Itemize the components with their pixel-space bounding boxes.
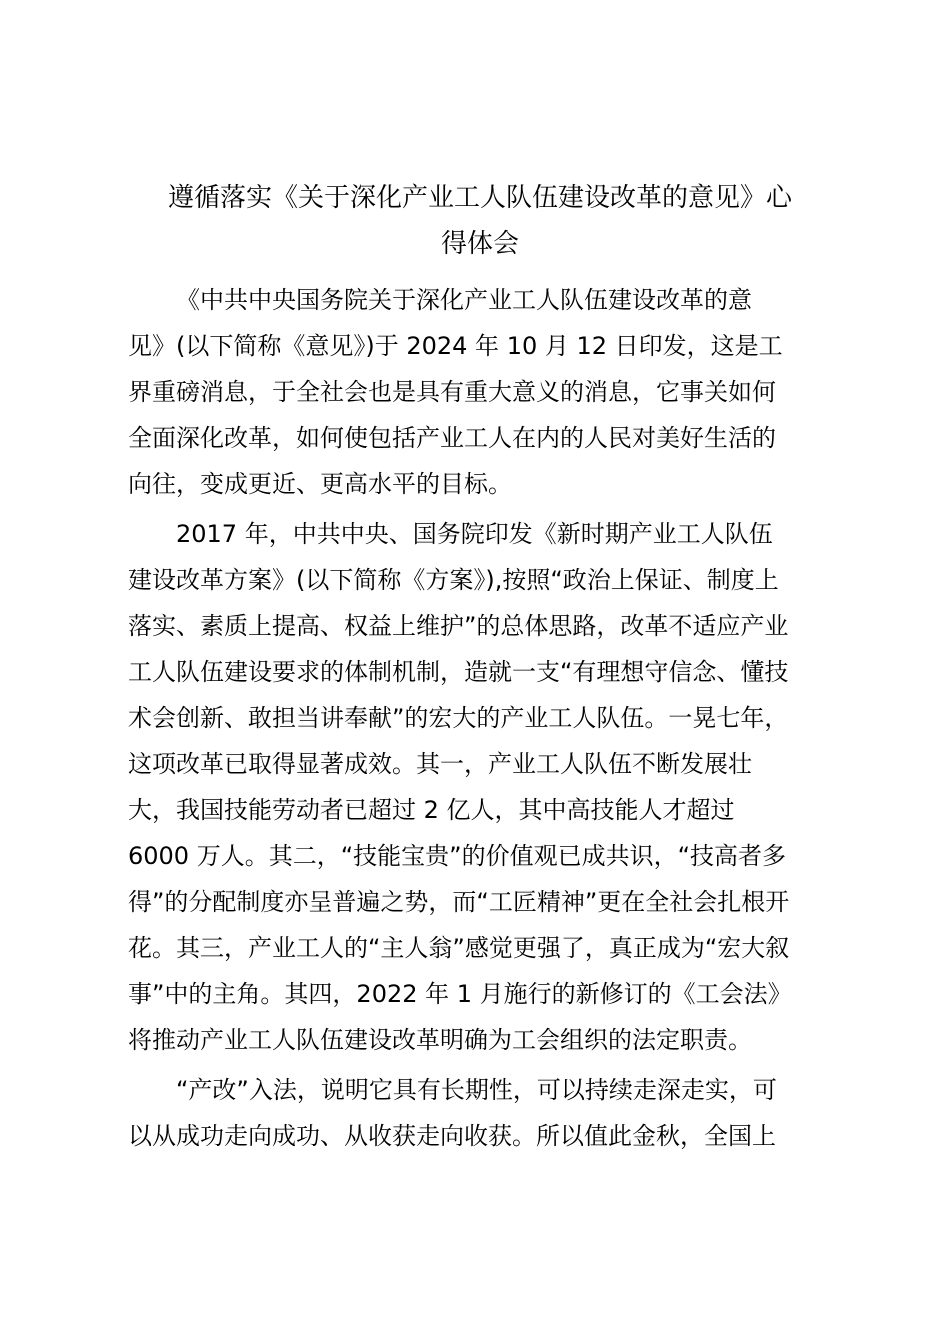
text-line: 界重磅消息，于全社会也是具有重大意义的消息，它事关如何 [128,378,776,406]
text-line: 将推动产业工人队伍建设改革明确为工会组织的法定职责。 [128,1026,752,1054]
text-line: 术会创新、敢担当讲奉献”的宏大的产业工人队伍。一晃七年， [128,704,789,732]
text-line: 6000 万人。其二，“技能宝贵”的价值观已成共识，“技高者多 [128,842,787,870]
document-title [120,175,840,267]
text-line: 花。其三，产业工人的“主人翁”感觉更强了，真正成为“宏大叙 [128,934,790,962]
text-line: 2017 年，中共中央、国务院印发《新时期产业工人队伍 [176,520,773,548]
text-line: “产改”入法，说明它具有长期性，可以持续走深走实，可 [176,1076,777,1104]
text-line: 向往，变成更近、更高水平的目标。 [128,470,512,498]
paragraph-2 [128,511,840,1063]
text-line: 事”中的主角。其四，2022 年 1 月施行的新修订的《工会法》 [128,980,792,1008]
paragraph-1 [128,277,840,507]
text-line: 《中共中央国务院关于深化产业工人队伍建设改革的意 [176,286,752,314]
text-line: 见》(以下简称《意见》)于 2024 年 10 月 12 日印发，这是工 [128,332,783,360]
title-line: 遵循落实《关于深化产业工人队伍建设改革的意见》心 [167,183,792,213]
text-line: 这项改革已取得显著成效。其一，产业工人队伍不断发展壮 [128,750,752,778]
title-line: 得体会 [440,229,519,259]
text-line: 以从成功走向成功、从收获走向收获。所以值此金秋，全国上 [128,1122,776,1150]
document-body [128,277,840,1163]
text-line: 得”的分配制度亦呈普遍之势，而“工匠精神”更在全社会扎根开 [128,888,790,916]
paragraph-3 [128,1067,840,1159]
text-line: 全面深化改革，如何使包括产业工人在内的人民对美好生活的 [128,424,776,452]
text-line: 建设改革方案》(以下简称《方案》),按照“政治上保证、制度上 [128,566,779,594]
text-line: 大，我国技能劳动者已超过 2 亿人，其中高技能人才超过 [128,796,735,824]
text-line: 落实、素质上提高、权益上维护”的总体思路，改革不适应产业 [128,612,789,640]
text-line: 工人队伍建设要求的体制机制，造就一支“有理想守信念、懂技 [128,658,789,686]
